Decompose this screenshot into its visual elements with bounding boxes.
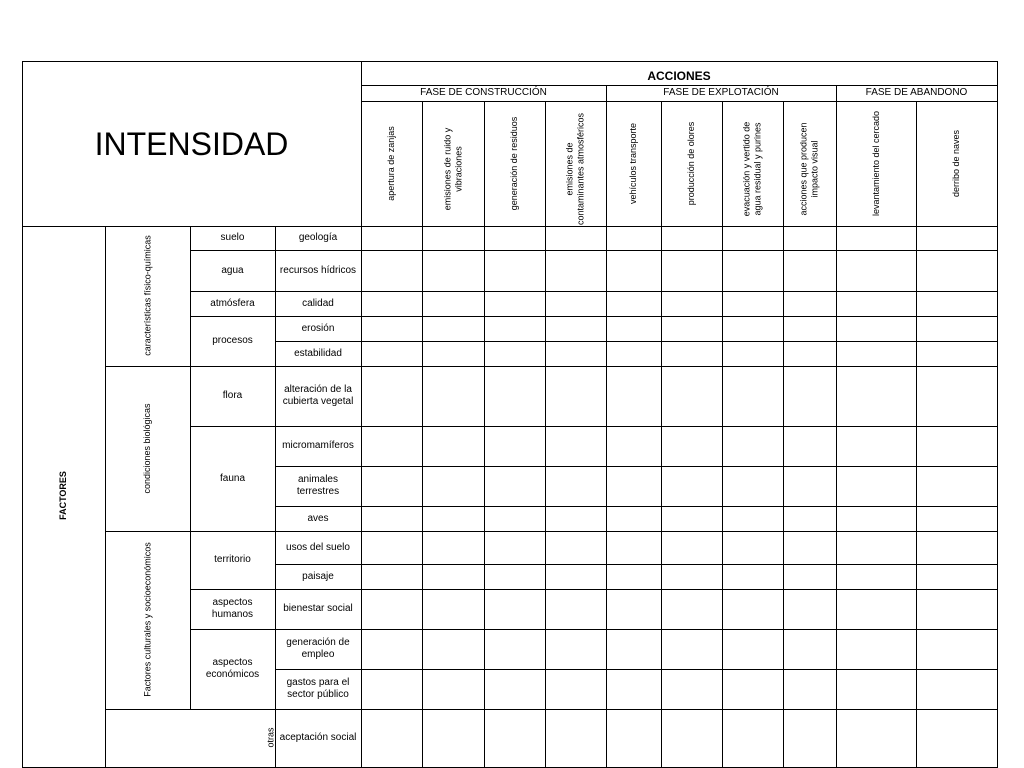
matrix-cell: [422, 506, 485, 532]
factor-subgroup-label: fauna: [219, 472, 246, 484]
matrix-cell: [545, 531, 607, 565]
matrix-cell: [606, 226, 662, 251]
matrix-cell: [484, 226, 546, 251]
matrix-cell: [916, 564, 998, 590]
matrix-cell: [916, 709, 998, 768]
matrix-cell: [361, 506, 423, 532]
matrix-cell: [836, 291, 917, 317]
phase-header: FASE DE ABANDONO: [865, 87, 968, 98]
matrix-cell: [783, 341, 837, 367]
factor-subgroup-label: aspectos económicos: [205, 657, 260, 680]
action-column-header: levantamiento del cercado: [870, 110, 881, 216]
matrix-cell: [783, 316, 837, 342]
matrix-cell: [361, 564, 423, 590]
matrix-cell: [484, 564, 546, 590]
matrix-cell: [606, 341, 662, 367]
acciones-header: ACCIONES: [647, 69, 711, 83]
matrix-cell: [916, 466, 998, 507]
factor-subgroup-label: aspectos humanos: [211, 597, 254, 620]
matrix-cell: [661, 466, 723, 507]
matrix-cell: [836, 426, 917, 467]
matrix-cell: [606, 531, 662, 565]
matrix-cell: [836, 506, 917, 532]
matrix-cell: [661, 426, 723, 467]
matrix-cell: [484, 426, 546, 467]
matrix-cell: [545, 226, 607, 251]
factor-item-label: paisaje: [302, 570, 334, 582]
factor-item-label: generación de empleo: [286, 637, 350, 660]
factor-item-label: calidad: [302, 297, 334, 309]
matrix-cell: [606, 250, 662, 292]
factor-item-label: estabilidad: [294, 347, 342, 359]
matrix-cell: [836, 341, 917, 367]
matrix-cell: [722, 316, 784, 342]
phase-header: FASE DE EXPLOTACIÓN: [663, 87, 779, 98]
matrix-cell: [545, 709, 607, 768]
matrix-cell: [836, 709, 917, 768]
matrix-cell: [361, 531, 423, 565]
matrix-cell: [661, 316, 723, 342]
matrix-cell: [722, 226, 784, 251]
matrix-cell: [836, 466, 917, 507]
matrix-cell: [783, 629, 837, 670]
matrix-cell: [661, 506, 723, 532]
phase-header: FASE DE CONSTRUCCIÓN: [420, 87, 547, 98]
action-column-header: apertura de zanjas: [386, 125, 396, 201]
factor-item-label: aves: [307, 512, 329, 524]
matrix-cell: [484, 506, 546, 532]
matrix-cell: [661, 531, 723, 565]
factor-subgroup-label: flora: [222, 390, 243, 401]
matrix-cell: [422, 250, 485, 292]
action-column-header: emisiones de ruido y vibraciones: [442, 127, 463, 210]
matrix-cell: [484, 669, 546, 710]
matrix-cell: [484, 466, 546, 507]
matrix-cell: [545, 366, 607, 427]
matrix-cell: [422, 226, 485, 251]
matrix-cell: [606, 669, 662, 710]
matrix-cell: [606, 629, 662, 670]
matrix-cell: [545, 250, 607, 292]
matrix-cell: [661, 629, 723, 670]
factor-item-label: alteración de la cubierta vegetal: [282, 384, 354, 407]
factor-group-label: características físico-químicas: [142, 235, 152, 356]
matrix-cell: [783, 531, 837, 565]
matrix-cell: [484, 589, 546, 630]
matrix-cell: [836, 629, 917, 670]
factor-group-label: condiciones biológicas: [142, 402, 152, 494]
matrix-cell: [361, 291, 423, 317]
matrix-cell: [606, 316, 662, 342]
matrix-cell: [484, 341, 546, 367]
factor-item-label: erosión: [301, 322, 335, 334]
matrix-cell: [661, 669, 723, 710]
matrix-cell: [422, 466, 485, 507]
factor-item-label: recursos hídricos: [279, 264, 357, 276]
matrix-cell: [661, 366, 723, 427]
matrix-cell: [422, 316, 485, 342]
matrix-cell: [722, 291, 784, 317]
matrix-cell: [361, 366, 423, 427]
factor-group-label: otras: [265, 727, 276, 748]
matrix-cell: [361, 226, 423, 251]
matrix-cell: [916, 589, 998, 630]
matrix-cell: [606, 426, 662, 467]
page-title: INTENSIDAD: [94, 125, 289, 162]
matrix-cell: [545, 589, 607, 630]
matrix-cell: [661, 564, 723, 590]
matrix-cell: [422, 709, 485, 768]
matrix-cell: [545, 669, 607, 710]
matrix-cell: [484, 250, 546, 292]
matrix-cell: [545, 564, 607, 590]
matrix-cell: [836, 226, 917, 251]
matrix-cell: [484, 709, 546, 768]
matrix-cell: [484, 531, 546, 565]
matrix-cell: [661, 226, 723, 251]
action-column-header: derribo de naves: [951, 129, 961, 197]
matrix-cell: [422, 341, 485, 367]
matrix-cell: [361, 589, 423, 630]
matrix-cell: [545, 426, 607, 467]
matrix-cell: [916, 341, 998, 367]
matrix-cell: [916, 291, 998, 317]
matrix-cell: [783, 669, 837, 710]
matrix-cell: [484, 366, 546, 427]
matrix-cell: [422, 426, 485, 467]
matrix-cell: [722, 366, 784, 427]
matrix-cell: [606, 291, 662, 317]
matrix-cell: [484, 629, 546, 670]
matrix-cell: [606, 466, 662, 507]
matrix-cell: [836, 316, 917, 342]
matrix-cell: [783, 564, 837, 590]
factor-item-label: bienestar social: [283, 603, 353, 614]
matrix-cell: [722, 426, 784, 467]
matrix-cell: [722, 506, 784, 532]
matrix-cell: [361, 316, 423, 342]
matrix-cell: [361, 709, 423, 768]
matrix-cell: [661, 291, 723, 317]
factor-item-label: aceptación social: [279, 732, 357, 743]
matrix-cell: [916, 629, 998, 670]
factor-subgroup-label: atmósfera: [210, 297, 255, 309]
factores-header: FACTORES: [58, 471, 68, 520]
action-column-header: evacuación y vertido de agua residual y purines: [741, 121, 763, 216]
matrix-cell: [722, 709, 784, 768]
factor-subgroup-label: territorio: [214, 554, 251, 565]
matrix-cell: [722, 531, 784, 565]
matrix-cell: [661, 709, 723, 768]
matrix-cell: [916, 531, 998, 565]
matrix-cell: [361, 250, 423, 292]
matrix-cell: [916, 669, 998, 710]
factor-item-label: micromamíferos: [282, 440, 354, 451]
matrix-cell: [916, 366, 998, 427]
matrix-cell: [783, 589, 837, 630]
matrix-cell: [545, 466, 607, 507]
matrix-cell: [916, 426, 998, 467]
action-column-header: producción de olores: [686, 121, 696, 205]
matrix-cell: [606, 709, 662, 768]
matrix-cell: [661, 589, 723, 630]
matrix-cell: [361, 341, 423, 367]
matrix-cell: [361, 629, 423, 670]
matrix-cell: [722, 669, 784, 710]
matrix-cell: [545, 506, 607, 532]
matrix-cell: [722, 250, 784, 292]
matrix-cell: [361, 669, 423, 710]
matrix-cell: [422, 291, 485, 317]
matrix-cell: [422, 366, 485, 427]
action-column-header: acciones que producen impacto visual: [798, 121, 820, 216]
matrix-cell: [484, 316, 546, 342]
matrix-cell: [916, 250, 998, 292]
factor-item-label: gastos para el sector público: [286, 677, 350, 700]
matrix-cell: [422, 564, 485, 590]
matrix-cell: [916, 316, 998, 342]
matrix-cell: [545, 341, 607, 367]
matrix-cell: [422, 669, 485, 710]
matrix-cell: [361, 426, 423, 467]
matrix-cell: [916, 226, 998, 251]
matrix-cell: [722, 589, 784, 630]
matrix-cell: [783, 506, 837, 532]
matrix-cell: [484, 291, 546, 317]
matrix-cell: [836, 669, 917, 710]
matrix-cell: [422, 589, 485, 630]
factor-item-label: geología: [298, 232, 338, 243]
matrix-cell: [422, 629, 485, 670]
factor-subgroup-label: agua: [221, 264, 244, 276]
matrix-cell: [545, 316, 607, 342]
matrix-cell: [836, 366, 917, 427]
factor-group-cell: [105, 709, 276, 768]
matrix-cell: [422, 531, 485, 565]
matrix-cell: [606, 366, 662, 427]
matrix-cell: [916, 506, 998, 532]
matrix-cell: [545, 291, 607, 317]
matrix-cell: [661, 341, 723, 367]
matrix-cell: [606, 564, 662, 590]
matrix-cell: [783, 466, 837, 507]
factor-item-label: usos del suelo: [286, 541, 350, 553]
matrix-cell: [722, 629, 784, 670]
matrix-cell: [783, 426, 837, 467]
factor-item-label: animales terrestres: [296, 474, 340, 497]
matrix-cell: [361, 466, 423, 507]
matrix-cell: [836, 531, 917, 565]
matrix-cell: [836, 564, 917, 590]
matrix-cell: [722, 466, 784, 507]
action-column-header: emisiones de contaminantes atmosféricos: [564, 112, 586, 225]
factor-group-label: Factores culturales y socioeconómicos: [142, 542, 152, 697]
action-column-header: vehículos transporte: [628, 122, 638, 204]
matrix-cell: [606, 589, 662, 630]
matrix-cell: [722, 564, 784, 590]
matrix-cell: [783, 291, 837, 317]
matrix-cell: [722, 341, 784, 367]
matrix-cell: [606, 506, 662, 532]
factor-subgroup-label: suelo: [220, 232, 245, 243]
factor-subgroup-label: procesos: [212, 335, 253, 346]
matrix-cell: [783, 709, 837, 768]
action-column-header: generación de residuos: [509, 116, 519, 210]
matrix-cell: [545, 629, 607, 670]
matrix-cell: [783, 250, 837, 292]
matrix-cell: [783, 366, 837, 427]
matrix-cell: [783, 226, 837, 251]
matrix-cell: [836, 589, 917, 630]
matrix-cell: [661, 250, 723, 292]
matrix-cell: [836, 250, 917, 292]
